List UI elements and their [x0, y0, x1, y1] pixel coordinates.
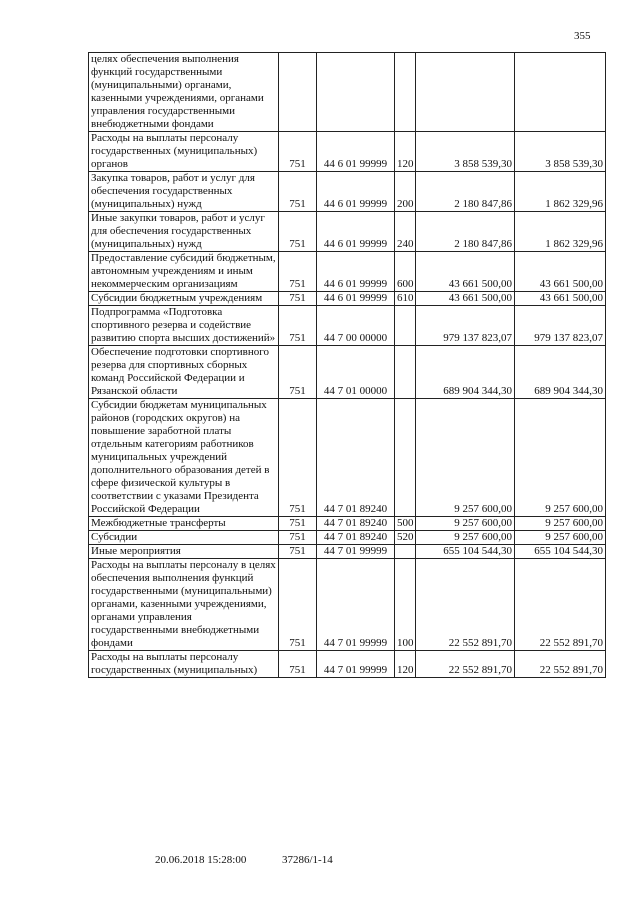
row-vr-cell: 120: [395, 651, 416, 678]
row-amount1-cell: 655 104 544,30: [416, 545, 515, 559]
row-gr-cell: 751: [279, 399, 317, 517]
row-vr-cell: 600: [395, 252, 416, 292]
row-cs-cell: 44 6 01 99999: [317, 212, 395, 252]
table-row: [89, 517, 606, 531]
row-cs-cell: 44 6 01 99999: [317, 132, 395, 172]
row-cs-cell: 44 7 01 00000: [317, 346, 395, 399]
row-vr-cell: 520: [395, 531, 416, 545]
row-name-cell: Субсидии бюджетным учреждениям: [89, 292, 279, 306]
row-vr-cell: [395, 346, 416, 399]
row-vr-cell: 100: [395, 559, 416, 651]
row-cs-cell: 44 7 01 89240: [317, 399, 395, 517]
row-cs-cell: 44 6 01 99999: [317, 252, 395, 292]
row-amount2-cell: 689 904 344,30: [515, 346, 606, 399]
row-gr-cell: 751: [279, 559, 317, 651]
row-gr-cell: 751: [279, 651, 317, 678]
row-gr-cell: 751: [279, 292, 317, 306]
table-row: [89, 172, 606, 212]
row-amount2-cell: 43 661 500,00: [515, 292, 606, 306]
row-amount1-cell: 22 552 891,70: [416, 651, 515, 678]
row-name-cell: целях обеспечения выполнения функций государственными (муниципальными) органами, казенными учреждениями, органами управления государственными внебюджетными фондами: [89, 53, 279, 132]
footer-datetime: 20.06.2018 15:28:00: [155, 854, 247, 866]
row-name-cell: Расходы на выплаты персоналу в целях обеспечения выполнения функций государственными (муниципальными) органами, казенными учреждениями, органами управления государственными внебюджетными фондами: [89, 559, 279, 651]
row-amount1-cell: 9 257 600,00: [416, 517, 515, 531]
row-vr-cell: 120: [395, 132, 416, 172]
table-row: [89, 545, 606, 559]
row-amount1-cell: 9 257 600,00: [416, 399, 515, 517]
row-amount2-cell: 655 104 544,30: [515, 545, 606, 559]
table-row: [89, 531, 606, 545]
row-amount2-cell: 22 552 891,70: [515, 559, 606, 651]
row-amount2-cell: 1 862 329,96: [515, 172, 606, 212]
row-vr-cell: [395, 306, 416, 346]
row-amount1-cell: 2 180 847,86: [416, 172, 515, 212]
row-name-cell: Субсидии: [89, 531, 279, 545]
row-gr-cell: 751: [279, 306, 317, 346]
table-row: [89, 559, 606, 651]
row-gr-cell: 751: [279, 172, 317, 212]
row-gr-cell: 751: [279, 517, 317, 531]
row-name-cell: Закупка товаров, работ и услуг для обеспечения государственных (муниципальных) нужд: [89, 172, 279, 212]
row-amount1-cell: 9 257 600,00: [416, 531, 515, 545]
row-cs-cell: 44 6 01 99999: [317, 292, 395, 306]
table-row: [89, 132, 606, 172]
row-cs-cell: 44 7 00 00000: [317, 306, 395, 346]
row-gr-cell: 751: [279, 346, 317, 399]
row-vr-cell: 500: [395, 517, 416, 531]
table-row: [89, 292, 606, 306]
row-name-cell: Расходы на выплаты персоналу государственных (муниципальных) органов: [89, 132, 279, 172]
row-name-cell: Подпрограмма «Подготовка спортивного резерва и содействие развитию спорта высших достижений»: [89, 306, 279, 346]
row-vr-cell: 240: [395, 212, 416, 252]
row-gr-cell: 751: [279, 212, 317, 252]
budget-table: [88, 52, 606, 678]
row-vr-cell: [395, 399, 416, 517]
row-gr-cell: 751: [279, 545, 317, 559]
table-row: [89, 399, 606, 517]
row-name-cell: Обеспечение подготовки спортивного резерва для спортивных сборных команд Российской Федерации и Рязанской области: [89, 346, 279, 399]
row-amount1-cell: 2 180 847,86: [416, 212, 515, 252]
row-cs-cell: 44 7 01 99999: [317, 545, 395, 559]
row-cs-cell: 44 7 01 99999: [317, 651, 395, 678]
row-vr-cell: 200: [395, 172, 416, 212]
row-amount2-cell: 3 858 539,30: [515, 132, 606, 172]
row-amount1-cell: 22 552 891,70: [416, 559, 515, 651]
table-row: [89, 53, 606, 132]
table-row: [89, 306, 606, 346]
row-amount2-cell: 979 137 823,07: [515, 306, 606, 346]
row-vr-cell: [395, 53, 416, 132]
row-amount2-cell: 1 862 329,96: [515, 212, 606, 252]
row-name-cell: Иные закупки товаров, работ и услуг для обеспечения государственных (муниципальных) нужд: [89, 212, 279, 252]
table-row: [89, 212, 606, 252]
row-name-cell: Предоставление субсидий бюджетным, автономным учреждениям и иным некоммерческим организациям: [89, 252, 279, 292]
row-amount1-cell: [416, 53, 515, 132]
row-cs-cell: 44 7 01 99999: [317, 559, 395, 651]
row-amount1-cell: 3 858 539,30: [416, 132, 515, 172]
row-gr-cell: 751: [279, 132, 317, 172]
row-cs-cell: 44 7 01 89240: [317, 517, 395, 531]
row-amount2-cell: [515, 53, 606, 132]
row-amount2-cell: 9 257 600,00: [515, 517, 606, 531]
row-cs-cell: [317, 53, 395, 132]
row-gr-cell: [279, 53, 317, 132]
row-amount2-cell: 22 552 891,70: [515, 651, 606, 678]
table-row: [89, 346, 606, 399]
row-amount1-cell: 43 661 500,00: [416, 252, 515, 292]
row-amount2-cell: 9 257 600,00: [515, 399, 606, 517]
row-name-cell: Межбюджетные трансферты: [89, 517, 279, 531]
row-vr-cell: 610: [395, 292, 416, 306]
row-cs-cell: 44 7 01 89240: [317, 531, 395, 545]
row-amount1-cell: 689 904 344,30: [416, 346, 515, 399]
row-amount2-cell: 43 661 500,00: [515, 252, 606, 292]
table-row: [89, 651, 606, 678]
row-name-cell: Расходы на выплаты персоналу государственных (муниципальных): [89, 651, 279, 678]
page-number: 355: [574, 30, 591, 42]
table-row: [89, 252, 606, 292]
row-amount1-cell: 979 137 823,07: [416, 306, 515, 346]
row-amount1-cell: 43 661 500,00: [416, 292, 515, 306]
row-gr-cell: 751: [279, 531, 317, 545]
row-name-cell: Иные мероприятия: [89, 545, 279, 559]
row-cs-cell: 44 6 01 99999: [317, 172, 395, 212]
row-amount2-cell: 9 257 600,00: [515, 531, 606, 545]
row-vr-cell: [395, 545, 416, 559]
row-name-cell: Субсидии бюджетам муниципальных районов (городских округов) на повышение заработной платы отдельным категориям работников муниципальных учреждений дополнительного образования детей в сфере физической культуры в соответствии с указами Президента Российской Федерации: [89, 399, 279, 517]
footer-doc-id: 37286/1-14: [282, 854, 333, 866]
row-gr-cell: 751: [279, 252, 317, 292]
